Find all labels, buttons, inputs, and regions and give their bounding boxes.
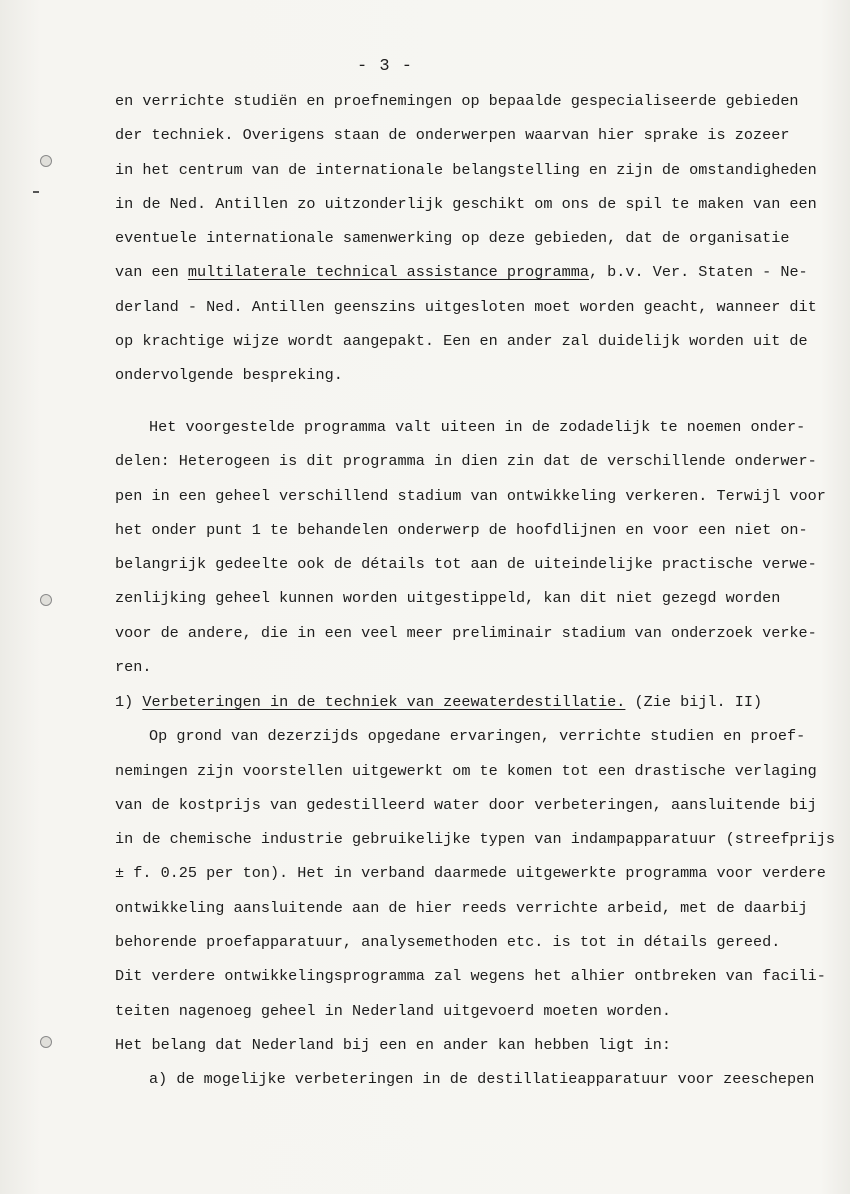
text-span: , b.v. Ver. Staten - Ne- <box>588 263 808 282</box>
text-line: van de kostprijs van gedestilleerd water door verbeteringen, aansluitende bij <box>115 795 817 814</box>
text-line: Het voorgestelde programma valt uiteen in de zodadelijk te noemen onder- <box>149 418 806 436</box>
list-item-a: a) de mogelijke verbeteringen in de destillatieapparatuur voor zeeschepen <box>149 1070 815 1089</box>
text-line: ren. <box>115 658 152 677</box>
section-title: Verbeteringen in de techniek van zeewaterdestillatie. <box>142 693 626 711</box>
text-line: pen in een geheel verschillend stadium van ontwikkeling verkeren. Terwijl voor <box>115 486 826 505</box>
text-line: Het belang dat Nederland bij een en ander kan hebben ligt in: <box>115 1035 671 1054</box>
text-line: belangrijk gedeelte ook de détails tot aan de uiteindelijke practische verwe- <box>115 555 817 574</box>
text-line: derland - Ned. Antillen geenszins uitgesloten moet worden geacht, wanneer dit <box>115 297 817 316</box>
page-number: - 3 - <box>356 57 413 76</box>
text-line: in het centrum van de internationale belangstelling en zijn de omstandigheden <box>115 160 817 179</box>
text-line: ± f. 0.25 per ton). Het in verband daarmede uitgewerkte programma voor verdere <box>115 864 826 883</box>
margin-mark <box>33 191 39 193</box>
text-line: en verrichte studiën en proefnemingen op bepaalde gespecialiseerde gebieden <box>115 92 799 110</box>
text-line: eventuele internationale samenwerking op deze gebieden, dat de organisatie <box>115 229 790 248</box>
text-line: behorende proefapparatuur, analysemethoden etc. is tot in détails gereed. <box>115 933 781 952</box>
text-line <box>115 255 808 289</box>
paragraph-2 <box>115 410 826 684</box>
section-number: 1) <box>115 693 134 711</box>
section-heading <box>115 685 785 719</box>
punch-hole <box>40 594 52 606</box>
section-reference: (Zie bijl. II) <box>634 693 763 711</box>
text-line: in de Ned. Antillen zo uitzonderlijk geschikt om ons de spil te maken van een <box>115 194 817 213</box>
text-line: zenlijking geheel kunnen worden uitgestippeld, kan dit niet gezegd worden <box>115 589 781 608</box>
underlined-term: multilaterale technical assistance programma <box>187 263 589 282</box>
text-line: in de chemische industrie gebruikelijke typen van indampapparatuur (streefprijs <box>115 830 836 849</box>
text-line: ontwikkeling aansluitende aan de hier reeds verrichte arbeid, met de daarbij <box>115 898 808 917</box>
text-span: van een <box>115 263 188 282</box>
text-line: Op grond van dezerzijds opgedane ervaringen, verrichte studien en proef- <box>149 727 806 746</box>
punch-hole <box>40 1036 52 1048</box>
text-line: voor de andere, die in een veel meer preliminair stadium van onderzoek verke- <box>115 623 817 642</box>
text-line: ondervolgende bespreking. <box>115 366 343 385</box>
text-line: Dit verdere ontwikkelingsprogramma zal wegens het alhier ontbreken van facili- <box>115 967 826 986</box>
text-line: teiten nagenoeg geheel in Nederland uitgevoerd moeten worden. <box>115 1001 671 1020</box>
text-line: nemingen zijn voorstellen uitgewerkt om te komen tot een drastische verlaging <box>115 761 817 780</box>
text-line: der techniek. Overigens staan de onderwerpen waarvan hier sprake is zozeer <box>115 126 790 145</box>
text-line: delen: Heterogeen is dit programma in dien zin dat de verschillende onderwer- <box>115 452 817 471</box>
section-1 <box>115 685 836 1097</box>
punch-hole <box>40 155 52 167</box>
text-line: het onder punt 1 te behandelen onderwerp de hoofdlijnen en voor een niet on- <box>115 520 808 539</box>
paragraph-1 <box>115 84 817 393</box>
text-line: op krachtige wijze wordt aangepakt. Een en ander zal duidelijk worden uit de <box>115 332 808 351</box>
